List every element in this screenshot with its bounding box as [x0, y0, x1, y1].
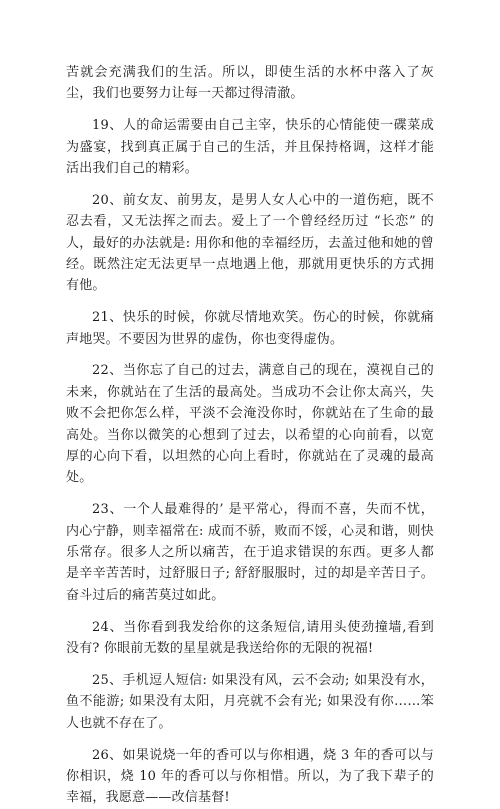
paragraph-21: 21、快乐的时候，你就尽情地欢笑。伤心的时候，你就痛声地哭。不要因为世界的虚伪，你也变得虚伪。: [66, 310, 434, 347]
paragraph-26: 26、如果说烧一年的香可以与你相遇，烧 3 年的香可以与你相识，烧 10 年的香可以与你相惜。所以，为了我下辈子的幸福，我愿意——改信基督!: [66, 747, 434, 806]
paragraph-20: 20、前女友、前男友，是男人女人心中的一道伤疤，既不忍去看，又无法挥之而去。爱上了一个曾经经历过 “长恋” 的人，最好的办法就是: 用你和他的幸福经历，去盖过他和她的曾经。既然注定无法更早一点地遇上他，那就用更快乐的方式拥有他。: [66, 192, 434, 294]
paragraph-continuation: 苦就会充满我们的生活。所以，即使生活的水杯中落入了灰尘，我们也要努力让每一天都过得清澈。: [66, 65, 434, 102]
paragraph-19: 19、人的命运需要由自己主宰，快乐的心情能使一碟菜成为盛宴，找到真正属于自己的生活，并且保持格调，这样才能活出我们自己的精彩。: [66, 118, 434, 177]
paragraph-23: 23、一个人最难得的’ 是平常心，得而不喜，失而不忧，内心宁静，则幸福常在: 成而不骄，败而不馁，心灵和谐，则快乐常存。很多人之所以痛苦，在于追求错误的东西。更多人都是辛辛苦苦时，过舒服日子; 舒舒服服时，过的却是辛苦日子。奋斗过后的痛苦莫过如此。: [66, 502, 434, 603]
paragraph-24: 24、当你看到我发给你的这条短信,请用头使劲撞墙,看到没有? 你眼前无数的星星就是我送给你的无限的祝福!: [66, 619, 434, 657]
paragraph-25: 25、手机逗人短信: 如果没有风，云不会动; 如果没有水，鱼不能游; 如果没有太阳，月亮就不会有光; 如果没有你……笨人也就不存在了。: [66, 672, 434, 731]
paragraph-22: 22、当你忘了自己的过去，满意自己的现在，漠视自己的未来，你就站在了生活的最高处。当成功不会让你太高兴，失败不会把你怎么样，平淡不会淹没你时，你就站在了生命的最高处。当你以微笑的心想到了过去，以希望的心向前看，以宽厚的心向下看，以坦然的心向上看时，你就站在了灵魂的最高处。: [66, 363, 434, 486]
